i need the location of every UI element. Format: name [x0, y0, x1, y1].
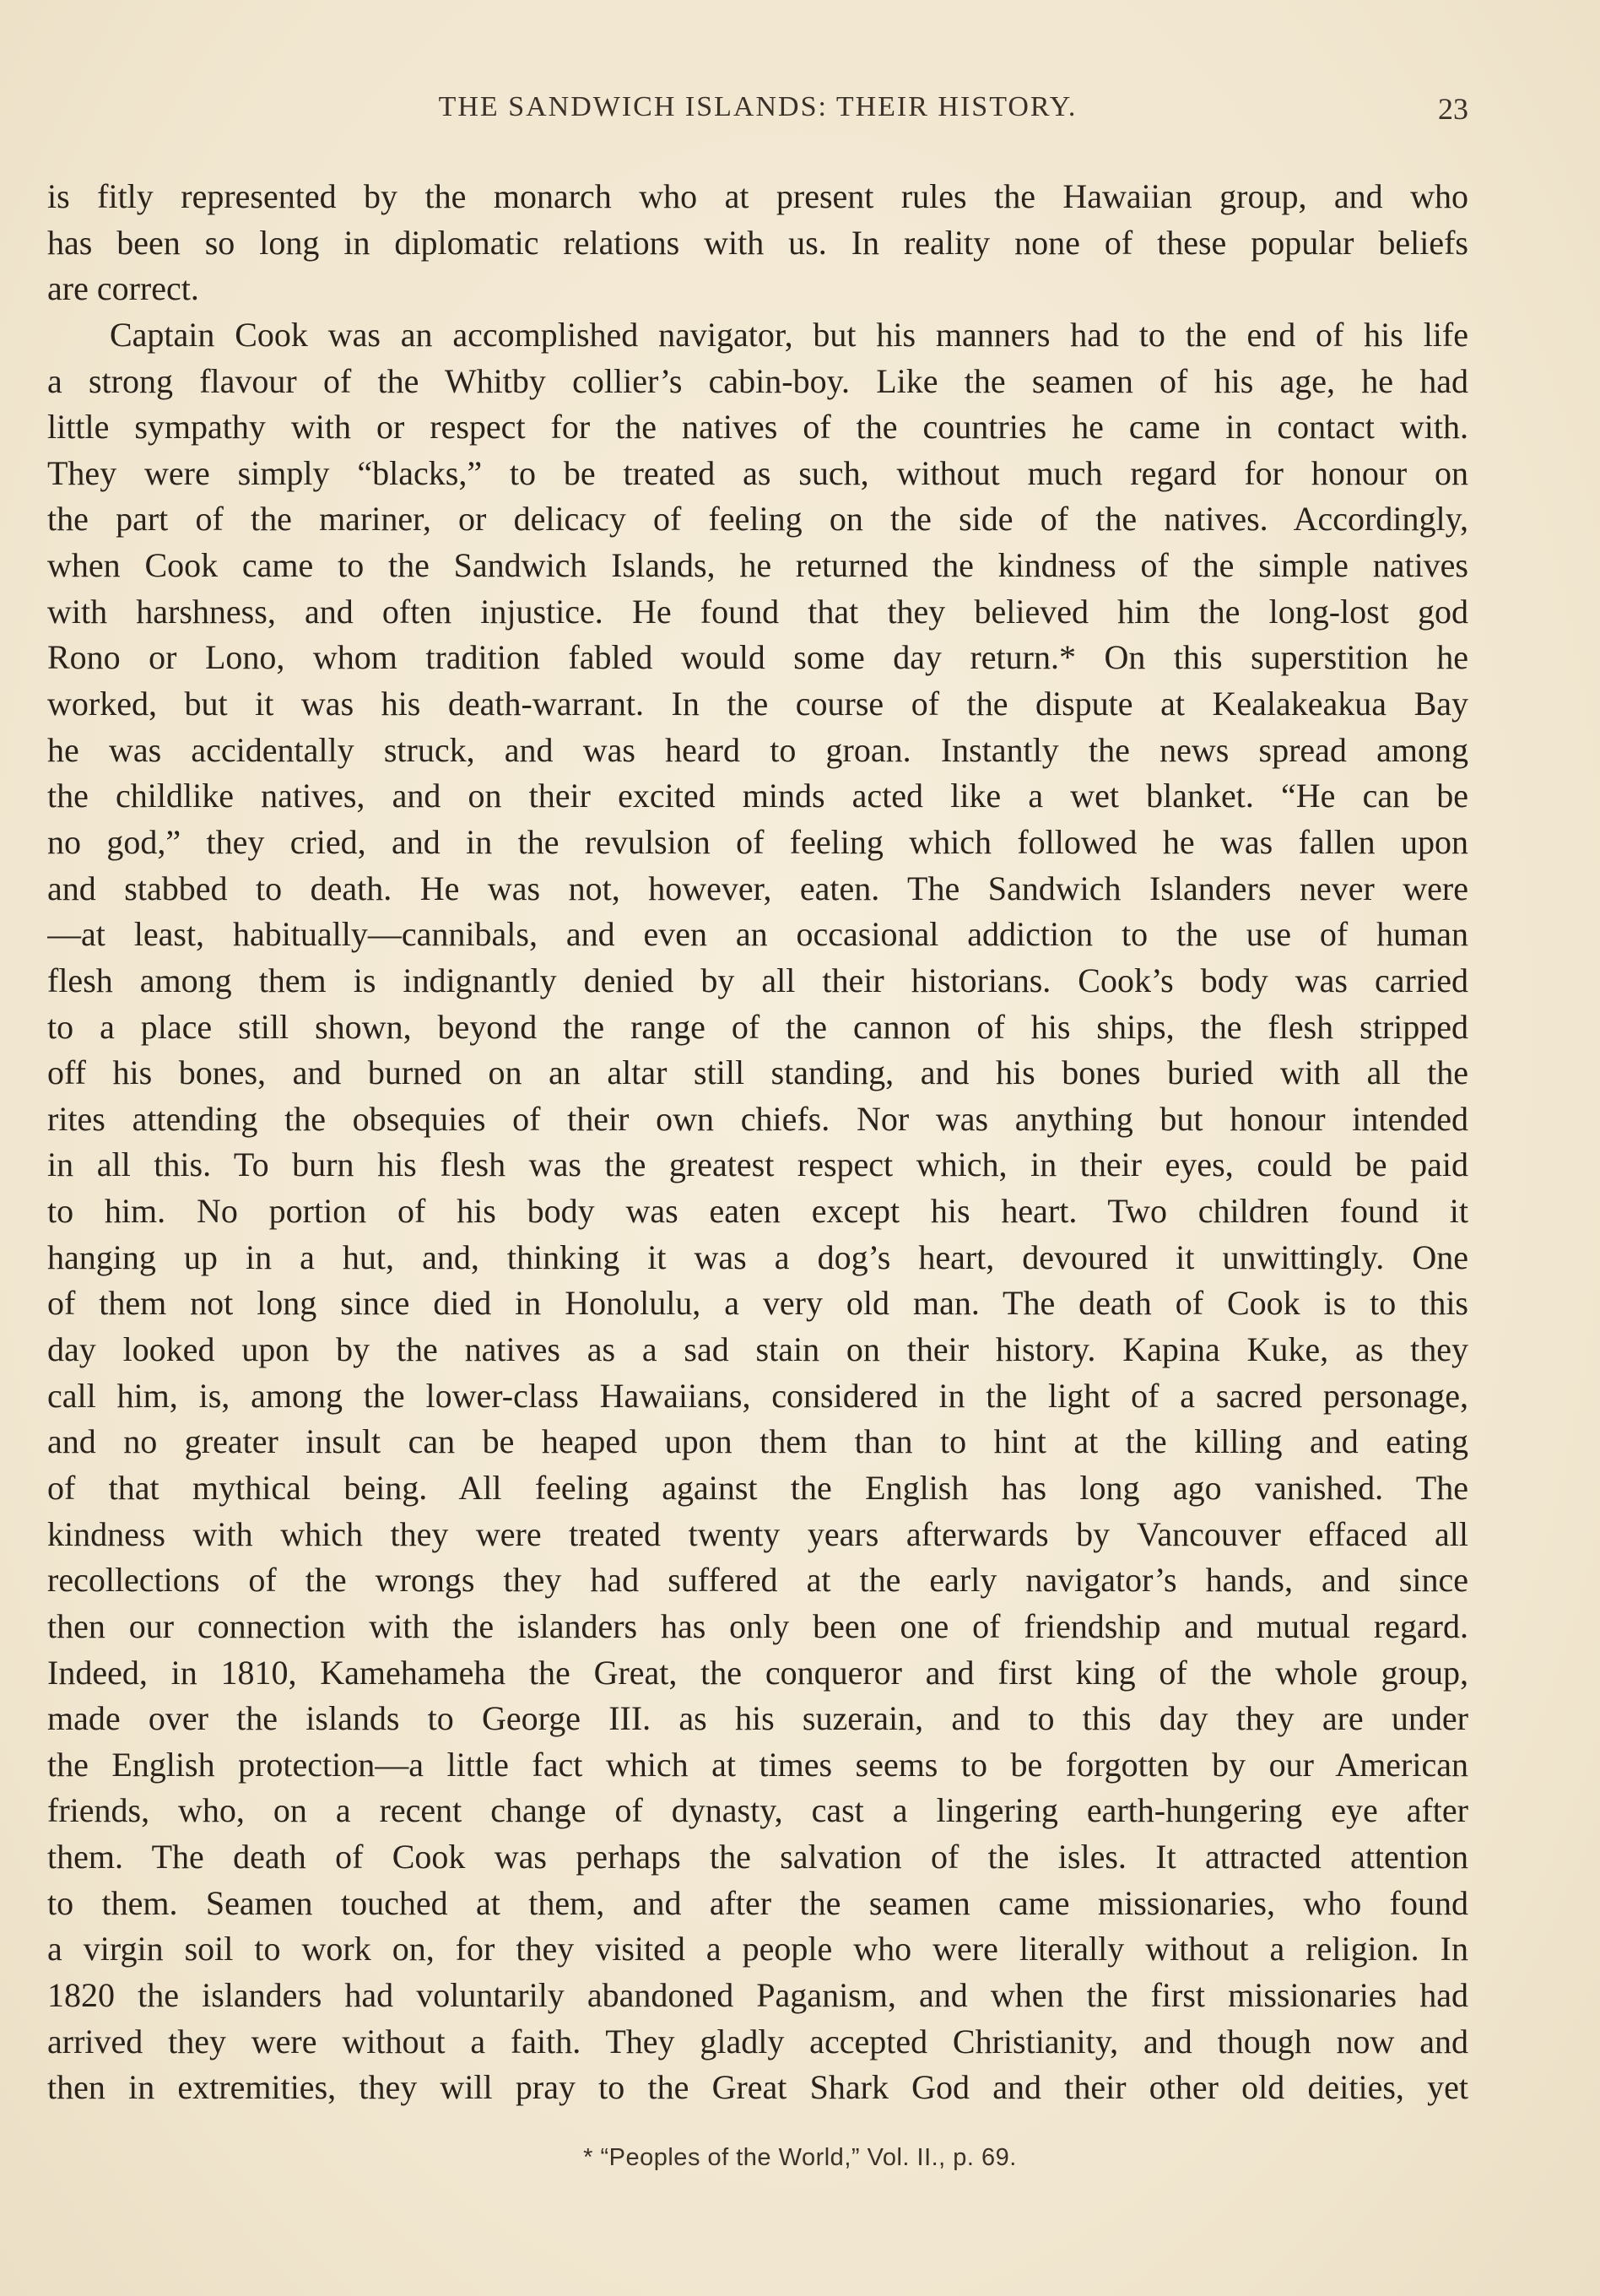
body-text [47, 174, 1468, 2111]
text-line: little sympathy with or respect for the natives of the countries he came in contact with. [47, 408, 1468, 447]
text-line: hanging up in a hut, and, thinking it was a dog’s heart, devoured it unwittingly. One [47, 1237, 1468, 1276]
running-head: THE SANDWICH ISLANDS: THEIR HISTORY. [438, 91, 1078, 122]
text-line: worked, but it was his death-warrant. In the course of the dispute at Kealakeakua Bay [47, 685, 1468, 723]
text-line: Rono or Lono, whom tradition fabled would some day return.* On this superstition he [47, 638, 1468, 677]
text-line: has been so long in diplomatic relations with us. In reality none of these popular beliefs [47, 223, 1468, 262]
text-line: They were simply “blacks,” to be treated as such, without much regard for honour on [47, 453, 1468, 492]
text-line: when Cook came to the Sandwich Islands, he returned the kindness of the simple natives [47, 546, 1468, 585]
text-line: the English protection—a little fact which at times seems to be forgotten by our American [47, 1745, 1468, 1784]
paragraph-start-line: Captain Cook was an accomplished navigator, but his manners had to the end of his life [110, 315, 1468, 354]
text-line: are correct. [47, 269, 199, 308]
text-line: to a place still shown, beyond the range of the cannon of his ships, the flesh stripped [47, 1007, 1468, 1046]
text-line: the part of the mariner, or delicacy of feeling on the side of the natives. Accordingly, [47, 500, 1468, 539]
footnote: * “Peoples of the World,” Vol. II., p. 69. [583, 2144, 1017, 2171]
text-line: to them. Seamen touched at them, and after the seamen came missionaries, who found [47, 1883, 1468, 1922]
text-line: Indeed, in 1810, Kamehameha the Great, the conqueror and first king of the whole group, [47, 1653, 1468, 1692]
text-line: arrived they were without a faith. They gladly accepted Christianity, and though now and [47, 2022, 1468, 2060]
text-line: made over the islands to George III. as his suzerain, and to this day they are under [47, 1699, 1468, 1738]
text-line: a virgin soil to work on, for they visited a people who were literally without a religion. In [47, 1930, 1468, 1968]
text-line: then in extremities, they will pray to the Great Shark God and their other old deities, yet [47, 2068, 1468, 2107]
text-line: the childlike natives, and on their excited minds acted like a wet blanket. “He can be [47, 777, 1468, 815]
text-line: is fitly represented by the monarch who at present rules the Hawaiian group, and who [47, 177, 1468, 215]
text-line: them. The death of Cook was perhaps the salvation of the isles. It attracted attention [47, 1838, 1468, 1876]
text-line: flesh among them is indignantly denied by all their historians. Cook’s body was carried [47, 961, 1468, 999]
page-header [47, 91, 1468, 135]
text-line: and no greater insult can be heaped upon them than to hint at the killing and eating [47, 1422, 1468, 1461]
text-line: a strong flavour of the Whitby collier’s cabin-boy. Like the seamen of his age, he had [47, 361, 1468, 400]
text-line: recollections of the wrongs they had suffered at the early navigator’s hands, and since [47, 1561, 1468, 1600]
text-line: with harshness, and often injustice. He found that they believed him the long-lost god [47, 592, 1468, 631]
text-line: he was accidentally struck, and was heard to groan. Instantly the news spread among [47, 730, 1468, 769]
text-line: kindness with which they were treated twenty years afterwards by Vancouver effaced all [47, 1514, 1468, 1553]
text-line: no god,” they cried, and in the revulsion of feeling which followed he was fallen upon [47, 822, 1468, 861]
text-line: day looked upon by the natives as a sad stain on their history. Kapina Kuke, as they [47, 1330, 1468, 1369]
text-line: rites attending the obsequies of their own chiefs. Nor was anything but honour intended [47, 1099, 1468, 1138]
page-number: 23 [1438, 92, 1468, 126]
text-line: in all this. To burn his flesh was the greatest respect which, in their eyes, could be paid [47, 1145, 1468, 1184]
text-line: off his bones, and burned on an altar still standing, and his bones buried with all the [47, 1053, 1468, 1092]
text-line: call him, is, among the lower-class Hawaiians, considered in the light of a sacred personage, [47, 1376, 1468, 1415]
text-line: 1820 the islanders had voluntarily abandoned Paganism, and when the first missionaries had [47, 1975, 1468, 2014]
text-line: and stabbed to death. He was not, however, eaten. The Sandwich Islanders never were [47, 869, 1468, 907]
text-line: friends, who, on a recent change of dynasty, cast a lingering earth-hungering eye after [47, 1791, 1468, 1830]
text-line: —at least, habitually—cannibals, and even an occasional addiction to the use of human [47, 915, 1468, 954]
text-line: to him. No portion of his body was eaten except his heart. Two children found it [47, 1192, 1468, 1231]
text-line: of them not long since died in Honolulu, a very old man. The death of Cook is to this [47, 1284, 1468, 1323]
text-line: then our connection with the islanders has only been one of friendship and mutual regard. [47, 1606, 1468, 1645]
text-line: of that mythical being. All feeling against the English has long ago vanished. The [47, 1468, 1468, 1507]
